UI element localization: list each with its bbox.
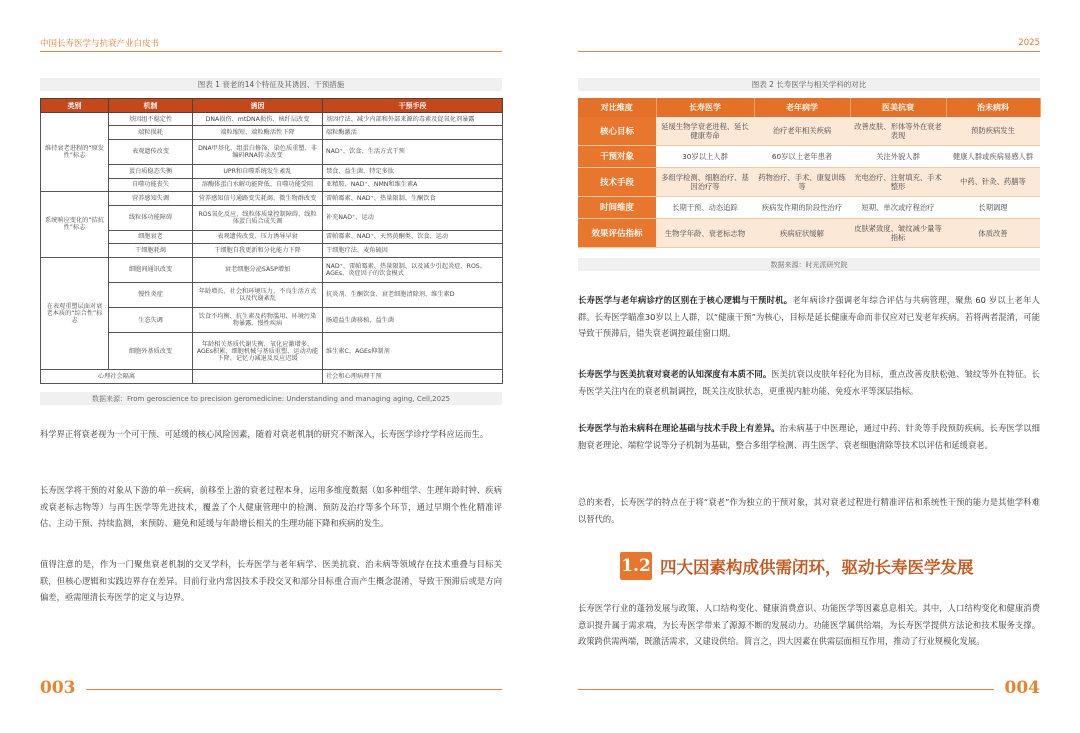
figure1-row <box>41 126 503 139</box>
figure1-cause: 年龄相关基质代谢失衡、氧化应激增多、AGEs积累、细胞机械与基质重塑、运动功能下降、记忆力减退及反应迟缓 <box>193 333 323 370</box>
figure1-cause: 端粒缩短、端粒酶活性下降 <box>193 126 323 139</box>
figure2-cell: 多组学检测、细胞治疗、基因治疗等 <box>656 167 754 196</box>
figure2-title: 图表 2 长寿医学与相关学科的对比 <box>578 78 1040 91</box>
figure1-cause: 表观遗传改变、压力诱导早衰 <box>193 230 323 243</box>
running-header-left: 中国长寿医学与抗衰产业白皮书 <box>40 39 160 49</box>
figure1-cause: 衰老细胞分泌SASP增加 <box>193 257 323 282</box>
paragraph-body: 老年病诊疗强调老年综合评估与共病管理，聚焦 60 岁以上老年人群。长寿医学瞄准30岁以上人群，以“健康干预”为核心，目标是延长健康寿命而非仅应对已发老年疾病。若将两者混淆，可能导致干预滞后，错失衰老调控最佳窗口期。 <box>578 295 1040 339</box>
footer-rule-right <box>578 689 994 690</box>
figure1-category: 在表观重塑层面对衰老本质的“综合性”标志 <box>41 257 109 370</box>
figure1-mechanism: 基因组不稳定性 <box>109 113 193 126</box>
figure1-cause: DNA损伤、mtDNA损伤、核纤层改变 <box>193 113 323 126</box>
figure1-intervention: 雷帕霉素、NAD⁺、天然黄酮类、饮食、运动 <box>323 230 503 243</box>
figure2-header-cell: 老年病学 <box>754 98 850 117</box>
figure1-title: 图表 1 衰老的14个特征及其诱因、干预措施 <box>40 78 502 91</box>
figure1-header-row <box>41 99 503 113</box>
figure1-mechanism: 细胞外基质改变 <box>109 333 193 370</box>
header-rule-right <box>578 51 1040 52</box>
figure2-cell: 疾病症状缓解 <box>754 219 850 248</box>
figure1-mechanism: 干细胞耗竭 <box>109 244 193 257</box>
figure1-intervention: 补充NAD⁺、运动 <box>323 205 503 230</box>
figure1-intervention: 亚精胺、NAD⁺、NMN和维生素A <box>323 178 503 191</box>
figure2-cell: 光电治疗、注射填充、手术整形 <box>850 167 946 196</box>
section-heading <box>620 552 974 580</box>
figure1-intervention: 社会和心理病理干预 <box>323 370 503 384</box>
figure1-row <box>41 282 503 307</box>
figure1-row <box>41 205 503 230</box>
figure2-dimension: 核心目标 <box>578 117 656 145</box>
figure1-intervention: 端粒酶激活 <box>323 126 503 139</box>
figure1-intervention: 干细胞疗法、麦角硫因 <box>323 244 503 257</box>
figure1-mechanism: 细胞衰老 <box>109 230 193 243</box>
figure1-mechanism: 细胞间通讯改变 <box>109 257 193 282</box>
header-rule-left <box>40 51 502 52</box>
figure1-mechanism: 蛋白质稳态失衡 <box>109 165 193 178</box>
figure1-mechanism: 表观遗传改变 <box>109 139 193 164</box>
figure1-row <box>41 178 503 191</box>
paragraph-lead: 长寿医学与老年病诊疗的区别在于核心逻辑与干预时机。 <box>578 295 793 305</box>
figure2-header-cell: 对比维度 <box>578 98 656 117</box>
figure1-intervention: 抗炎剂、生酮饮食、衰老细胞清除剂、维生素D <box>323 282 503 307</box>
paragraph-body: 医美抗衰以皮肤年轻化为目标，重点改善皮肤松弛、皱纹等外在特征。长寿医学关注内在的衰老机制调控，既关注皮肤状态，更重视内脏功能、免疫水平等深层指标。 <box>578 369 1040 396</box>
figure1-row <box>41 308 503 333</box>
figure1-mechanism: 自噬功能丧失 <box>109 178 193 191</box>
figure2-cell: 60岁以上老年患者 <box>754 145 850 167</box>
figure1-intervention: 雷帕霉素、NAD⁺、热量限制、生酮饮食 <box>323 192 503 205</box>
figure1-cause: 饮食不均衡、抗生素及药物滥用、环境污染物暴露、慢性疾病 <box>193 308 323 333</box>
figure2-dimension: 干预对象 <box>578 145 656 167</box>
footer-rule-left <box>86 689 502 690</box>
figure1-header-cell: 诱因 <box>193 99 323 113</box>
figure1-category: 维持衰老进程的“原发性”标志 <box>41 113 109 192</box>
body-paragraph: 长寿医学行业的蓬勃发展与政策、人口结构变化、健康消费意识、功能医学等因素息息相关。其中，人口结构变化和健康消费意识提升属于需求端，为长寿医学带来了源源不断的发展动力。功能医学属供给端，为长寿医学提供方法论和技术服务支撑。政策跨供需两端，既激活需求，又建设供给。简言之，四大因素在供需层面相互作用，推动了行业规模化发展。 <box>578 603 1040 647</box>
figure1-row <box>41 192 503 205</box>
figure1-cause: ROS氧化反应、线粒体质量控制障碍、线粒体蛋白质合成失调 <box>193 205 323 230</box>
figure1-row <box>41 139 503 164</box>
figure1-cause: UPR和自噬系统发生紊乱 <box>193 165 323 178</box>
figure1-mechanism: 慢性炎症 <box>109 282 193 307</box>
paragraph-lead: 长寿医学与治未病科在理论基础与技术手段上有差异。 <box>578 423 780 433</box>
section-title-text: 四大因素构成供需闭环，驱动长寿医学发展 <box>660 558 974 577</box>
figure1-header-cell: 类别 <box>41 99 109 113</box>
figure1-row <box>41 244 503 257</box>
figure1-row <box>41 257 503 282</box>
figure1-intervention: 基因疗法、减少内部和外部来源的毒素及促氧化剂暴露 <box>323 113 503 126</box>
figure2-header-cell: 长寿医学 <box>656 98 754 117</box>
figure1-intervention: 维生素C、AGEs抑制剂 <box>323 333 503 370</box>
figure1-cause: 溶酶体蛋白水解功能降低、自噬功能受阻 <box>193 178 323 191</box>
figure1-mechanism: 心理社会隔离 <box>41 370 193 384</box>
figure1-intervention: NAD⁺、饮食、生活方式干预 <box>323 139 503 164</box>
figure1-category: 系统响应变化的“拮抗性”标志 <box>41 192 109 258</box>
body-paragraph: 值得注意的是，作为一门聚焦衰老机制的交叉学科，长寿医学与老年病学、医美抗衰、治未病等领域存在技术重叠与目标关联，但核心逻辑和实践边界存在差异。目前行业内常因技术手段交叉和部分目标重合而产生概念混淆，导致干预滞后或是方向偏差，亟需厘清长寿医学的定义与边界。 <box>40 559 502 603</box>
figure1-mechanism: 线粒体功能障碍 <box>109 205 193 230</box>
figure2-header-cell: 治未病科 <box>946 98 1040 117</box>
figure1-cause: 年龄增长、社会和环境压力、不良生活方式以及代谢紊乱 <box>193 282 323 307</box>
paragraph-body: 总的来看，长寿医学的特点在于将“衰老”作为独立的干预对象，其对衰老过程进行精准评估和系统性干预的能力是其他学科难以替代的。 <box>578 497 1040 524</box>
figure2-cell: 改善皮肤、形体等外在衰老表现 <box>850 117 946 145</box>
body-paragraph: 长寿医学将干预的对象从下游的单一疾病，前移至上游的衰老过程本身，运用多维度数据（如多种组学、生理年龄时钟、疾病或衰老标志物等）与再生医学等先进技术，覆盖了个人健康管理中的检测、预防及治疗等多个环节，通过早期个性化精准评估、主动干预、持续监测，来预防、避免和延缓与年龄增长相关的生理功能下降和疾病的发生。 <box>40 485 502 529</box>
body-paragraph <box>578 420 1040 453</box>
paragraph-lead: 长寿医学与医美抗衰对衰老的认知深度有本质不同。 <box>578 369 772 379</box>
figure2-header-cell: 医美抗衰 <box>850 98 946 117</box>
figure1-mechanism: 营养感知失调 <box>109 192 193 205</box>
body-paragraph <box>578 366 1040 399</box>
figure2-dimension: 技术手段 <box>578 167 656 196</box>
page-number-left: 003 <box>40 678 76 698</box>
figure2-cell: 皮肤紧致度、皱纹减少量等指标 <box>850 219 946 248</box>
figure2-cell: 关注外貌人群 <box>850 145 946 167</box>
figure2-cell: 体质改善 <box>946 219 1040 248</box>
page-number-right: 004 <box>1004 678 1040 698</box>
figure1-row <box>41 230 503 243</box>
figure2-dimension: 时间维度 <box>578 196 656 218</box>
figure2-cell: 延缓生物学衰老进程、延长健康寿命 <box>656 117 754 145</box>
figure1-row <box>41 165 503 178</box>
figure2-cell: 短期、单次或疗程治疗 <box>850 196 946 218</box>
figure1-cause: DNA甲基化、组蛋白修饰、染色质重塑、非编码RNA转录改变 <box>193 139 323 164</box>
figure2-row <box>578 167 1040 196</box>
body-paragraph: 科学界正将衰老视为一个可干预、可延缓的核心风险因素，随着对衰老机制的研究不断深入，长寿医学诊疗学科应运而生。 <box>40 429 489 439</box>
figure2-cell: 药物治疗、手术、康复训练等 <box>754 167 850 196</box>
figure1-table <box>40 98 503 384</box>
figure2-cell: 疾病发作期的阶段性治疗 <box>754 196 850 218</box>
figure1-mechanism: 生态失调 <box>109 308 193 333</box>
figure1-cause: 干细胞自我更新和分化能力下降 <box>193 244 323 257</box>
figure2-cell: 长期调理 <box>946 196 1040 218</box>
figure1-source: 数据来源：From geroscience to precision geromedicine: Understanding and managing aging, Cell,2025 <box>40 392 502 405</box>
figure2-dimension: 效果评估指标 <box>578 219 656 248</box>
figure1-intervention: NAD⁺、雷帕霉素、热量限制、以及减少引起炎症、ROS、AGEs、炎症因子的饮食模式 <box>323 257 503 282</box>
figure2-cell: 长期干预、动态追踪 <box>656 196 754 218</box>
figure2-cell: 治疗老年相关疾病 <box>754 117 850 145</box>
figure2-cell: 30岁以上人群 <box>656 145 754 167</box>
figure2-row <box>578 219 1040 248</box>
figure2-row <box>578 117 1040 145</box>
figure1-mechanism: 端粒损耗 <box>109 126 193 139</box>
body-paragraph <box>578 494 1040 527</box>
figure2-row <box>578 145 1040 167</box>
figure2-cell: 生物学年龄、衰老标志物 <box>656 219 754 248</box>
figure1-intervention: 禁食、益生菌、特定多肽 <box>323 165 503 178</box>
body-paragraph <box>578 292 1040 342</box>
figure1-cause <box>193 370 323 384</box>
figure2-cell: 预防疾病发生 <box>946 117 1040 145</box>
section-number: 1.2 <box>620 552 652 580</box>
figure2-table <box>578 98 1041 248</box>
figure2-cell: 中药、针灸、药膳等 <box>946 167 1040 196</box>
figure1-header-cell: 干预手段 <box>323 99 503 113</box>
running-header-right: 2025 <box>1018 38 1040 48</box>
figure2-header-row <box>578 98 1040 117</box>
paragraph-body: 治未病基于中医理论，通过中药、针灸等手段预防疾病。长寿医学以细胞衰老理论、端粒学说等分子机制为基础，整合多组学检测、再生医学、衰老细胞清除等技术以评估和延缓衰老。 <box>578 423 1040 450</box>
figure2-cell: 健康人群或疾病易感人群 <box>946 145 1040 167</box>
figure1-intervention: 肠道益生菌移植、益生菌 <box>323 308 503 333</box>
figure1-header-cell: 机制 <box>109 99 193 113</box>
figure1-row <box>41 113 503 126</box>
figure1-row <box>41 333 503 370</box>
figure2-row <box>578 196 1040 218</box>
figure2-source: 数据来源：时光派研究院 <box>578 258 1040 271</box>
figure1-cause: 营养感知信号通路变失耗竭、微生物群改变 <box>193 192 323 205</box>
figure1-row <box>41 370 503 384</box>
